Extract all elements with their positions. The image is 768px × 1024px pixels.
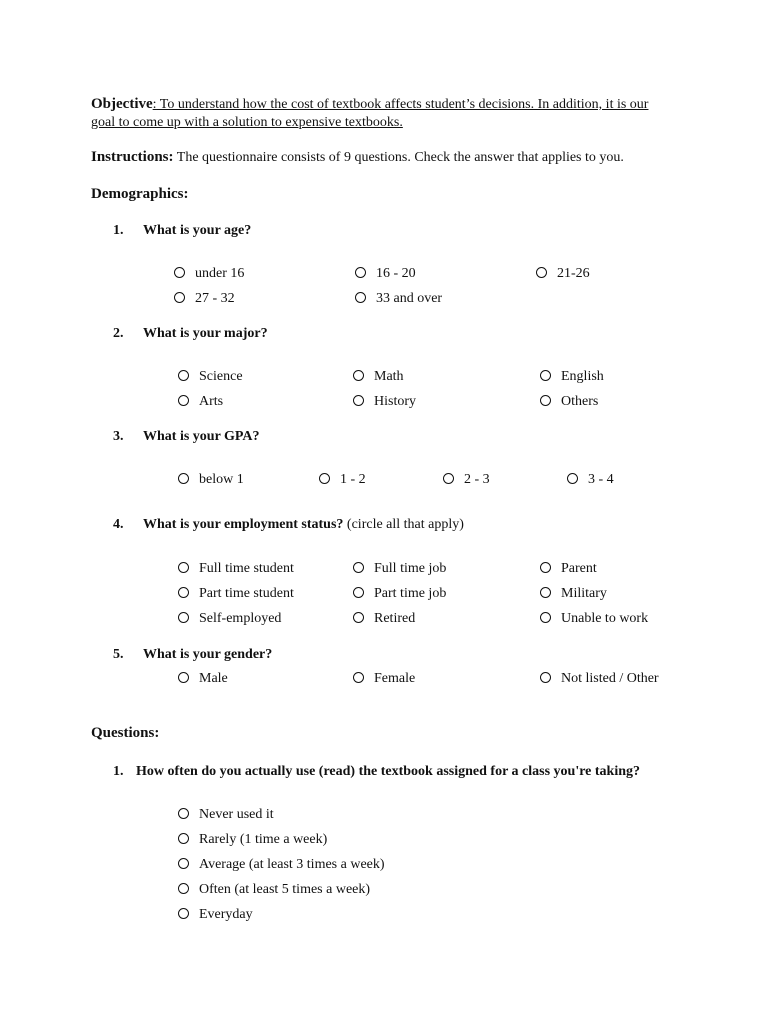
radio-option[interactable]: Part time job [353, 585, 446, 603]
radio-option[interactable]: 16 - 20 [355, 265, 416, 283]
objective-separator: : [152, 97, 157, 112]
question-number: 2. [113, 326, 124, 341]
radio-option[interactable]: Not listed / Other [540, 670, 659, 688]
radio-circle-icon[interactable] [178, 562, 189, 573]
question-gender: What is your gender? [143, 647, 273, 662]
radio-option[interactable]: below 1 [178, 471, 244, 489]
radio-option[interactable]: Average (at least 3 times a week) [178, 856, 385, 874]
radio-option[interactable]: 2 - 3 [443, 471, 490, 489]
radio-circle-icon[interactable] [353, 587, 364, 598]
question-number: 1. [113, 223, 124, 238]
radio-option[interactable]: Others [540, 393, 598, 411]
radio-circle-icon[interactable] [178, 908, 189, 919]
objective-text: To understand how the cost of textbook affects student’s decisions. In addition, it is our goal to come up with a solution to expensive textbooks. [91, 97, 649, 130]
radio-option[interactable]: Part time student [178, 585, 294, 603]
radio-circle-icon[interactable] [353, 672, 364, 683]
radio-circle-icon[interactable] [536, 267, 547, 278]
radio-circle-icon[interactable] [355, 292, 366, 303]
radio-circle-icon[interactable] [178, 672, 189, 683]
radio-circle-icon[interactable] [540, 587, 551, 598]
demographics-heading: Demographics: [91, 186, 189, 202]
radio-circle-icon[interactable] [174, 267, 185, 278]
radio-option[interactable]: Full time student [178, 560, 294, 578]
radio-option[interactable]: Female [353, 670, 415, 688]
radio-circle-icon[interactable] [178, 833, 189, 844]
radio-circle-icon[interactable] [174, 292, 185, 303]
radio-circle-icon[interactable] [178, 395, 189, 406]
radio-option[interactable]: Science [178, 368, 243, 386]
radio-option[interactable]: 21-26 [536, 265, 590, 283]
radio-circle-icon[interactable] [540, 395, 551, 406]
radio-circle-icon[interactable] [540, 562, 551, 573]
radio-circle-icon[interactable] [443, 473, 454, 484]
radio-circle-icon[interactable] [355, 267, 366, 278]
radio-circle-icon[interactable] [540, 370, 551, 381]
radio-option[interactable]: History [353, 393, 416, 411]
radio-circle-icon[interactable] [540, 612, 551, 623]
radio-option[interactable]: Self-employed [178, 610, 281, 628]
radio-option[interactable]: Rarely (1 time a week) [178, 831, 327, 849]
radio-circle-icon[interactable] [319, 473, 330, 484]
question-major: What is your major? [143, 326, 268, 341]
radio-option[interactable]: 33 and over [355, 290, 442, 308]
radio-circle-icon[interactable] [353, 395, 364, 406]
radio-circle-icon[interactable] [178, 883, 189, 894]
radio-circle-icon[interactable] [567, 473, 578, 484]
questions-heading: Questions: [91, 725, 160, 741]
radio-option[interactable]: Never used it [178, 806, 274, 824]
radio-circle-icon[interactable] [353, 370, 364, 381]
radio-option[interactable]: Often (at least 5 times a week) [178, 881, 370, 899]
question-age: What is your age? [143, 223, 252, 238]
question-note: (circle all that apply) [343, 517, 464, 532]
question-number: 5. [113, 647, 124, 662]
radio-circle-icon[interactable] [178, 858, 189, 869]
objective-paragraph [91, 95, 676, 132]
radio-circle-icon[interactable] [540, 672, 551, 683]
question-number: 4. [113, 517, 124, 532]
question-number: 3. [113, 429, 124, 444]
radio-option[interactable]: 27 - 32 [174, 290, 235, 308]
radio-option[interactable]: 1 - 2 [319, 471, 366, 489]
instructions-text: The questionnaire consists of 9 questions. Check the answer that applies to you. [173, 150, 624, 165]
question-number: 1. [113, 764, 124, 779]
question-employment: What is your employment status? (circle all that apply) [143, 517, 464, 532]
radio-circle-icon[interactable] [353, 562, 364, 573]
radio-option[interactable]: Parent [540, 560, 597, 578]
radio-circle-icon[interactable] [353, 612, 364, 623]
radio-circle-icon[interactable] [178, 612, 189, 623]
radio-option[interactable]: Arts [178, 393, 223, 411]
radio-circle-icon[interactable] [178, 808, 189, 819]
radio-option[interactable]: Full time job [353, 560, 446, 578]
radio-option[interactable]: Math [353, 368, 404, 386]
question-textbook-usage: How often do you actually use (read) the textbook assigned for a class you're taking? [136, 764, 641, 779]
radio-option[interactable]: Everyday [178, 906, 253, 924]
question-gpa: What is your GPA? [143, 429, 260, 444]
objective-label: Objective [91, 96, 153, 112]
radio-option[interactable]: Retired [353, 610, 415, 628]
radio-option[interactable]: under 16 [174, 265, 244, 283]
instructions-label: Instructions: [91, 149, 174, 165]
radio-circle-icon[interactable] [178, 587, 189, 598]
instructions-paragraph [91, 149, 624, 166]
radio-option[interactable]: English [540, 368, 604, 386]
radio-option[interactable]: Unable to work [540, 610, 648, 628]
radio-circle-icon[interactable] [178, 473, 189, 484]
radio-circle-icon[interactable] [178, 370, 189, 381]
radio-option[interactable]: Male [178, 670, 228, 688]
radio-option[interactable]: 3 - 4 [567, 471, 614, 489]
radio-option[interactable]: Military [540, 585, 607, 603]
